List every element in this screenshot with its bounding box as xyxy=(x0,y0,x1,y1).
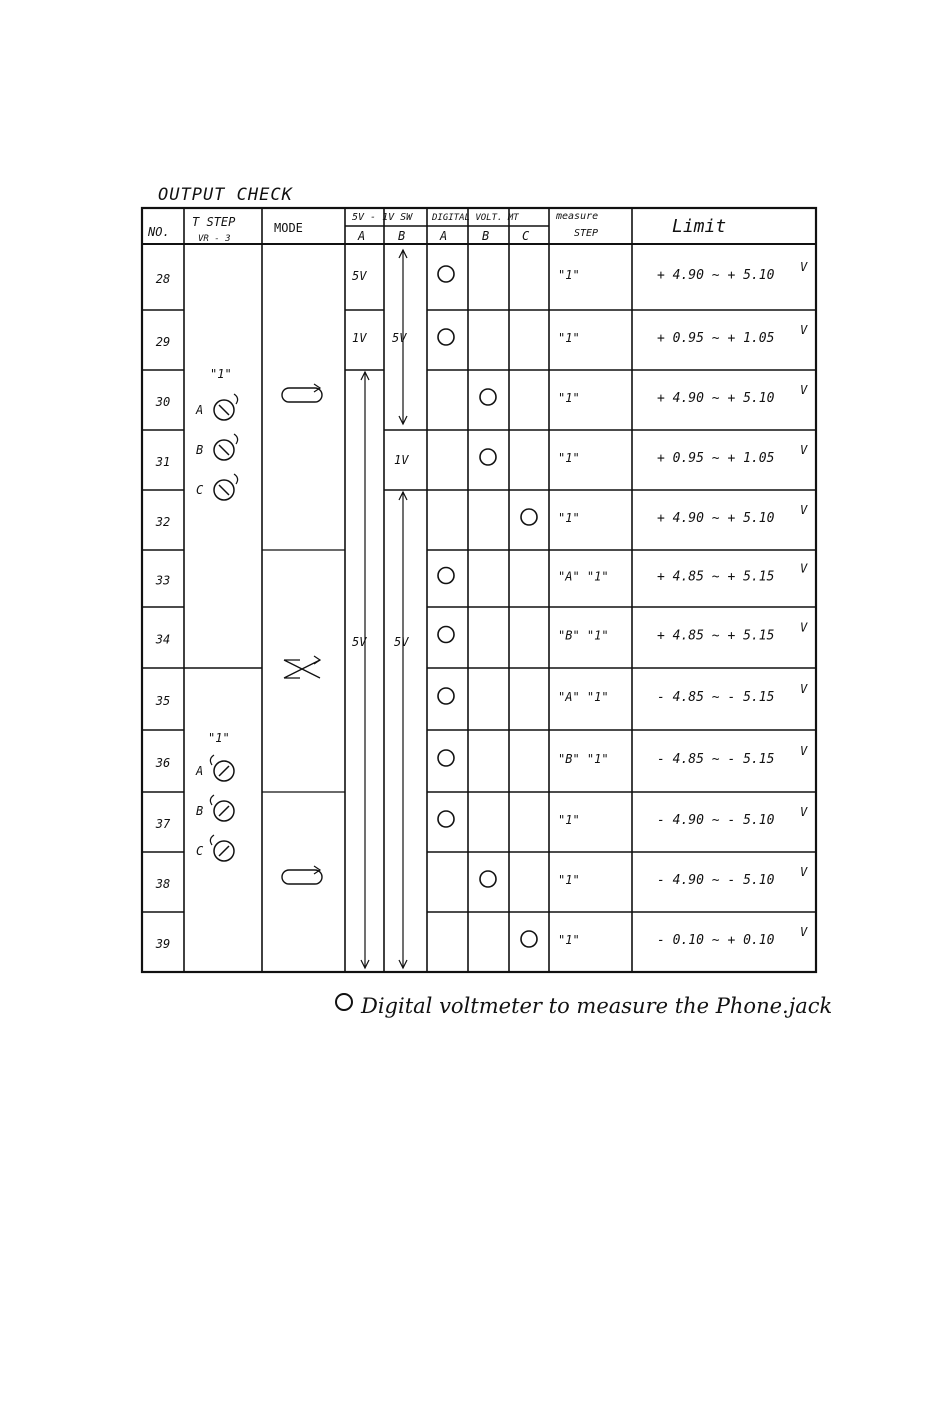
limit-unit: V xyxy=(800,561,808,576)
mode-cross-arrow-icon xyxy=(284,660,320,678)
row-number: 29 xyxy=(155,335,171,349)
limit-value: + 0.95 ~ + 1.05 xyxy=(657,331,775,346)
measure-step-value: "1" xyxy=(558,451,580,465)
limit-unit: V xyxy=(800,805,808,819)
dvm-marker-circle xyxy=(521,931,537,947)
knob-a-rotation-arrow xyxy=(234,394,238,404)
header-dvm-c: C xyxy=(522,229,530,243)
dvm-marker-circle xyxy=(521,509,537,525)
knob-b-letter: B xyxy=(196,804,204,818)
knob-a-rotation-arrow xyxy=(210,755,214,765)
row-number: 33 xyxy=(155,573,171,588)
measure-step-value: "A" "1" xyxy=(558,569,609,584)
circle-marker-icon xyxy=(335,993,353,1011)
limit-value: + 4.90 ~ + 5.10 xyxy=(657,511,775,526)
limit-unit: V xyxy=(800,323,808,337)
dvm-marker-circle xyxy=(438,568,454,584)
dvm-marker-circle xyxy=(438,266,454,282)
dvm-marker-circle xyxy=(480,871,496,887)
limit-value: - 4.90 ~ - 5.10 xyxy=(657,813,775,828)
measure-step-value: "1" xyxy=(558,813,580,827)
sw-a-label-mid: 5V xyxy=(352,635,367,649)
footnote-text: Digital voltmeter to measure the Phone.jack xyxy=(361,994,833,1018)
dvm-marker-circle xyxy=(438,750,454,766)
row-number: 34 xyxy=(155,632,171,647)
knob-a-pointer xyxy=(219,405,229,415)
knob-a-letter: A xyxy=(196,764,204,778)
sw-a-label-28: 5V xyxy=(352,269,367,283)
limit-value: + 4.90 ~ + 5.10 xyxy=(657,391,775,406)
header-sw-b: B xyxy=(398,229,406,243)
knob-c-rotation-arrow xyxy=(234,474,238,484)
knob-b-pointer xyxy=(219,806,229,816)
dvm-marker-circle xyxy=(438,688,454,704)
row-number: 32 xyxy=(155,515,171,529)
table-grid xyxy=(142,208,816,972)
header-sw: 5V - 1V SW xyxy=(352,212,413,223)
limit-value: - 4.85 ~ - 5.15 xyxy=(657,690,775,705)
knob-c-pointer xyxy=(219,846,229,856)
knob-b-rotation-arrow xyxy=(210,795,214,805)
knob-c-rotation-arrow xyxy=(210,835,214,845)
limit-unit: V xyxy=(800,383,808,397)
measure-step-value: "1" xyxy=(558,391,580,405)
limit-unit: V xyxy=(800,925,808,939)
header-sw-a: A xyxy=(358,229,366,243)
mode-cross-arrow-head xyxy=(314,656,320,664)
limit-value: - 4.85 ~ - 5.15 xyxy=(657,752,775,767)
knob-a-letter: A xyxy=(196,403,204,417)
measure-step-value: "1" xyxy=(558,933,580,947)
dvm-marker-circle xyxy=(480,389,496,405)
table-border xyxy=(142,208,816,972)
header-vr: VR - 3 xyxy=(198,234,231,244)
row-number: 35 xyxy=(155,694,171,708)
measure-step-value: "B" "1" xyxy=(558,628,609,643)
limit-unit: V xyxy=(800,865,808,879)
row-number: 38 xyxy=(155,877,171,891)
knob-b-rotation-arrow xyxy=(234,434,238,444)
row-number: 31 xyxy=(155,455,171,469)
measure-step-value: "1" xyxy=(558,511,580,525)
knob-c-pointer xyxy=(219,485,229,495)
footnote xyxy=(335,993,835,1018)
row-number: 28 xyxy=(155,272,171,286)
measure-step-value: "B" "1" xyxy=(558,752,609,766)
limit-unit: V xyxy=(800,682,808,696)
limit-unit: V xyxy=(800,620,808,635)
header-dvm-a: A xyxy=(440,229,448,243)
dvm-marker-circle xyxy=(438,627,454,643)
limit-value: + 4.90 ~ + 5.10 xyxy=(657,268,775,283)
knob-c-letter: C xyxy=(196,483,204,497)
sheet-title: OUTPUT CHECK xyxy=(158,185,293,205)
sw-b-label-31: 1V xyxy=(394,453,409,467)
sw-a-label-29: 1V xyxy=(352,331,367,345)
header-dvm-b: B xyxy=(482,229,490,243)
limit-unit: V xyxy=(800,260,808,274)
knob-b-letter: B xyxy=(196,443,204,457)
row-number: 30 xyxy=(155,395,171,409)
tstep-group2-step: "1" xyxy=(208,731,230,745)
limit-unit: V xyxy=(800,744,808,758)
dvm-marker-circle xyxy=(438,329,454,345)
knob-c-letter: C xyxy=(196,844,204,858)
dvm-marker-circle xyxy=(438,811,454,827)
header-measure: measure xyxy=(556,211,599,222)
limit-unit: V xyxy=(800,503,808,517)
sw-b-label-top: 5V xyxy=(392,331,407,345)
row-number: 39 xyxy=(155,937,171,951)
table-content xyxy=(155,260,808,951)
knob-a-pointer xyxy=(219,766,229,776)
header-no: NO. xyxy=(148,225,170,239)
dvm-marker-circle xyxy=(480,449,496,465)
measure-step-value: "A" "1" xyxy=(558,690,609,704)
header-limit: Limit xyxy=(672,216,727,237)
measure-step-value: "1" xyxy=(558,873,580,887)
measure-step-value: "1" xyxy=(558,331,580,345)
header-measure-step: STEP xyxy=(574,228,599,239)
row-number: 36 xyxy=(155,756,171,770)
header-mode: MODE xyxy=(274,221,303,235)
limit-unit: V xyxy=(800,443,808,457)
limit-value: + 0.95 ~ + 1.05 xyxy=(657,451,775,466)
header-dvm: DIGITAL VOLT. MT xyxy=(432,213,519,223)
knob-b-pointer xyxy=(219,445,229,455)
limit-value: + 4.85 ~ + 5.15 xyxy=(657,628,775,644)
limit-value: - 4.90 ~ - 5.10 xyxy=(657,873,775,888)
row-number: 37 xyxy=(155,817,171,831)
sw-b-label-mid: 5V xyxy=(394,635,409,649)
limit-value: + 4.85 ~ + 5.15 xyxy=(657,569,775,585)
limit-value: - 0.10 ~ + 0.10 xyxy=(657,933,775,948)
tstep-group1-step: "1" xyxy=(210,367,232,381)
measure-step-value: "1" xyxy=(558,268,580,282)
header-tstep: T STEP xyxy=(192,215,236,229)
